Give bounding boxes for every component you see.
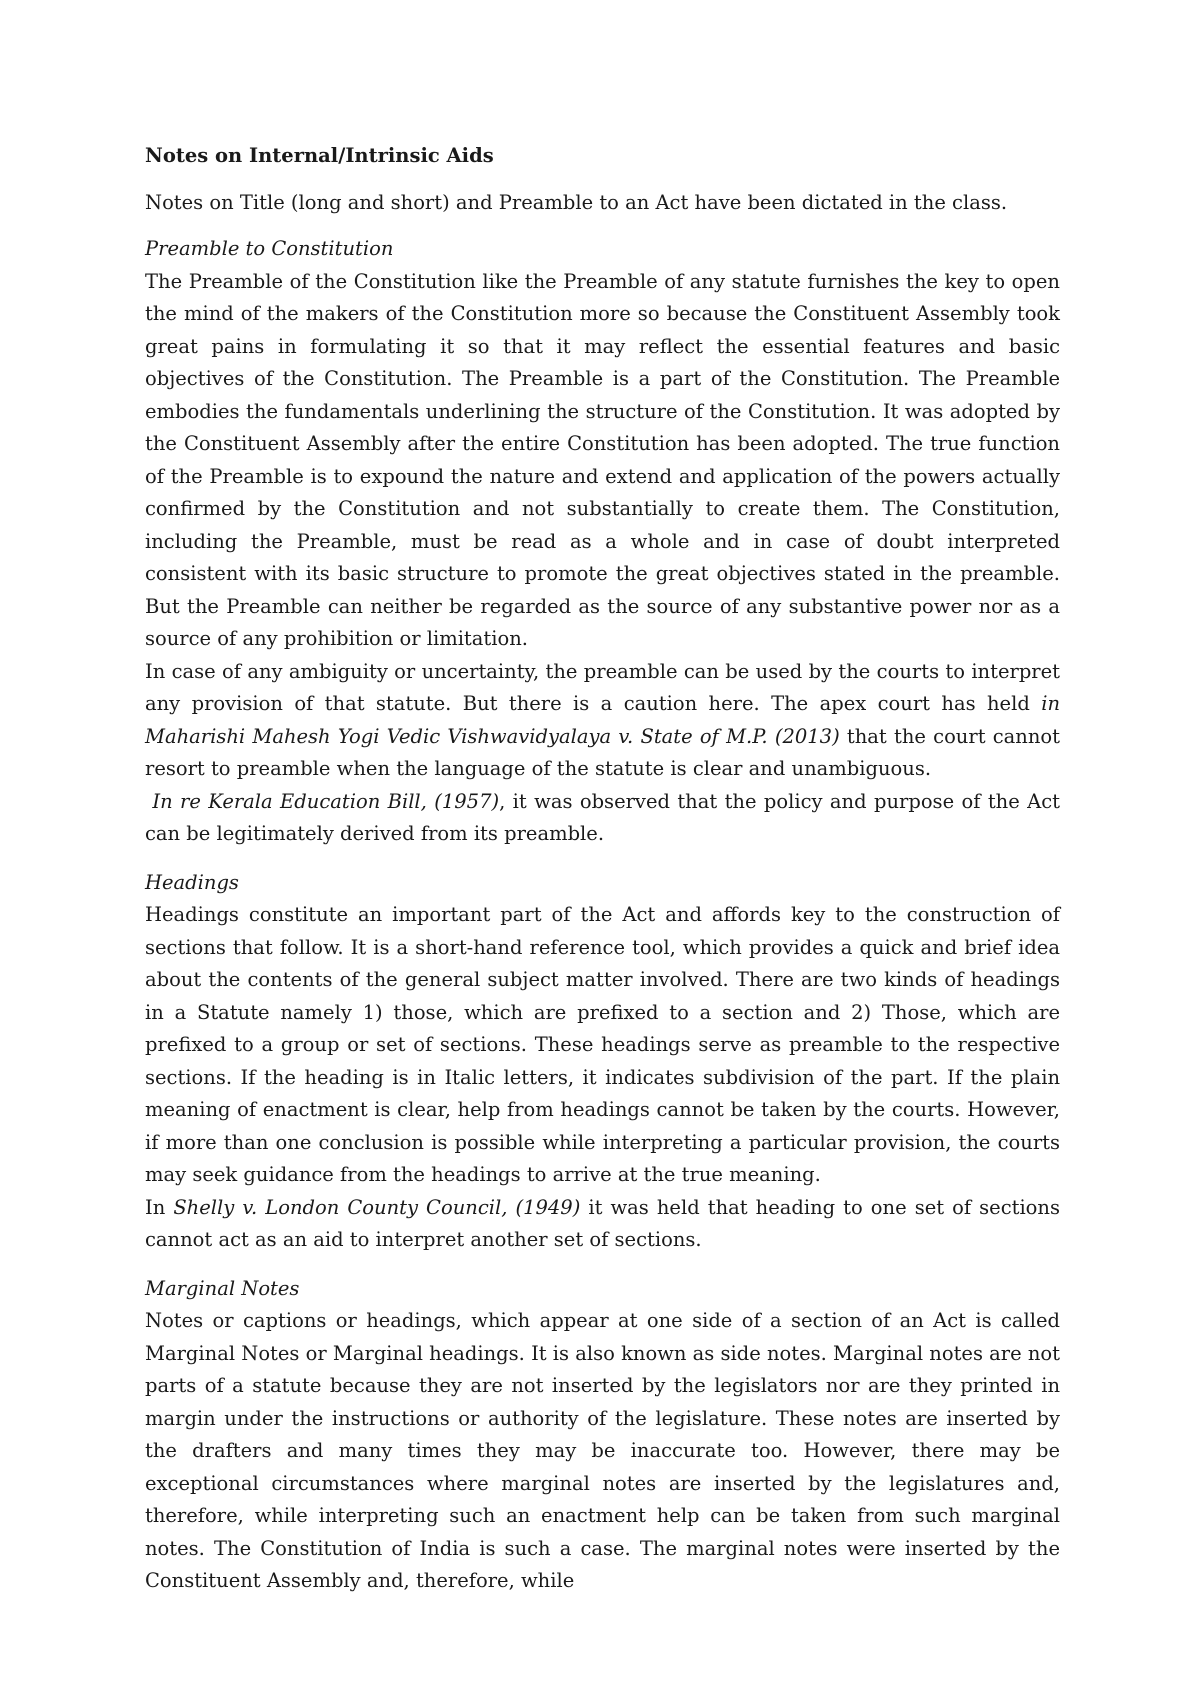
section-heading-headings: Headings xyxy=(145,870,239,894)
marginal-paragraph-1: Notes or captions or headings, which appear at one side of a section of an Act is called Marginal Notes or Marginal headings. It is also known as side notes. Marginal notes are not parts of a statute because they are not inserted by the legislators nor are they printed in margin under the instructions or authority of the legislature. These notes are inserted by the drafters and many times they may be inaccurate too. However, there may be exceptional circumstances where marginal notes are inserted by the legislatures and, therefore, while interpreting such an enactment help can be taken from such marginal notes. The Constitution of India is such a case. The marginal notes were inserted by the Constituent Assembly and, therefore, while xyxy=(145,1309,1060,1592)
section-heading-preamble: Preamble to Constitution xyxy=(145,237,394,260)
text-run: In case of any ambiguity or uncertainty, the preamble can be used by the courts to interpret any provision of that statute. But there is a caution here. The apex court has held xyxy=(145,659,1060,715)
text-run: that the court cannot resort to preamble when the language of the statute is clear and unambiguous. xyxy=(145,724,1060,780)
case-citation: Shelly v. London County Council, (1949) xyxy=(173,1195,581,1219)
document-page xyxy=(145,140,1060,1598)
headings-paragraph-1: Headings constitute an important part of the Act and affords key to the construction of sections that follow. It is a short-hand reference tool, which provides a quick and brief idea about the contents of the general subject matter involved. There are two kinds of headings in a Statute namely 1) those, which are prefixed to a section and 2) Those, which are prefixed to a group or set of sections. These headings serve as preamble to the respective sections. If the heading is in Italic letters, it indicates subdivision of the part. If the plain meaning of enactment is clear, help from headings cannot be taken by the courts. However, if more than one conclusion is possible while interpreting a particular provision, the courts may seek guidance from the headings to arrive at the true meaning. xyxy=(145,903,1060,1186)
headings-paragraph-2 xyxy=(145,1192,1060,1257)
preamble-paragraph-2 xyxy=(145,656,1060,786)
case-citation: In re Kerala Education Bill, (1957) xyxy=(152,789,500,813)
intro-paragraph: Notes on Title (long and short) and Preamble to an Act have been dictated in the class. xyxy=(145,190,1008,214)
preamble-paragraph-1: The Preamble of the Constitution like the Preamble of any statute furnishes the key to open the mind of the makers of the Constitution more so because the Constituent Assembly took great pains in formulating it so that it may reflect the essential features and basic objectives of the Constitution. The Preamble is a part of the Constitution. The Preamble embodies the fundamentals underlining the structure of the Constitution. It was adopted by the Constituent Assembly after the entire Constitution has been adopted. The true function of the Preamble is to expound the nature and extend and application of the powers actually confirmed by the Constitution and not substantially to create them. The Constitution, including the Preamble, must be read as a whole and in case of doubt interpreted consistent with its basic structure to promote the great objectives stated in the preamble. But the Preamble can neither be regarded as the source of any substantive power nor as a source of any prohibition or limitation. xyxy=(145,269,1060,650)
text-run: , it was observed that the policy and purpose of the Act can be legitimately derived from its preamble. xyxy=(145,789,1060,845)
preamble-paragraph-3 xyxy=(145,786,1060,851)
text-run: it was held that heading to one set of sections cannot act as an aid to interpret another set of sections. xyxy=(145,1195,1060,1251)
text-run: In xyxy=(145,1195,174,1219)
section-heading-marginal-notes: Marginal Notes xyxy=(145,1276,300,1300)
document-title: Notes on Internal/Intrinsic Aids xyxy=(145,144,494,167)
case-citation: in Maharishi Mahesh Yogi Vedic Vishwavidyalaya v. State of M.P. (2013) xyxy=(145,692,1060,748)
